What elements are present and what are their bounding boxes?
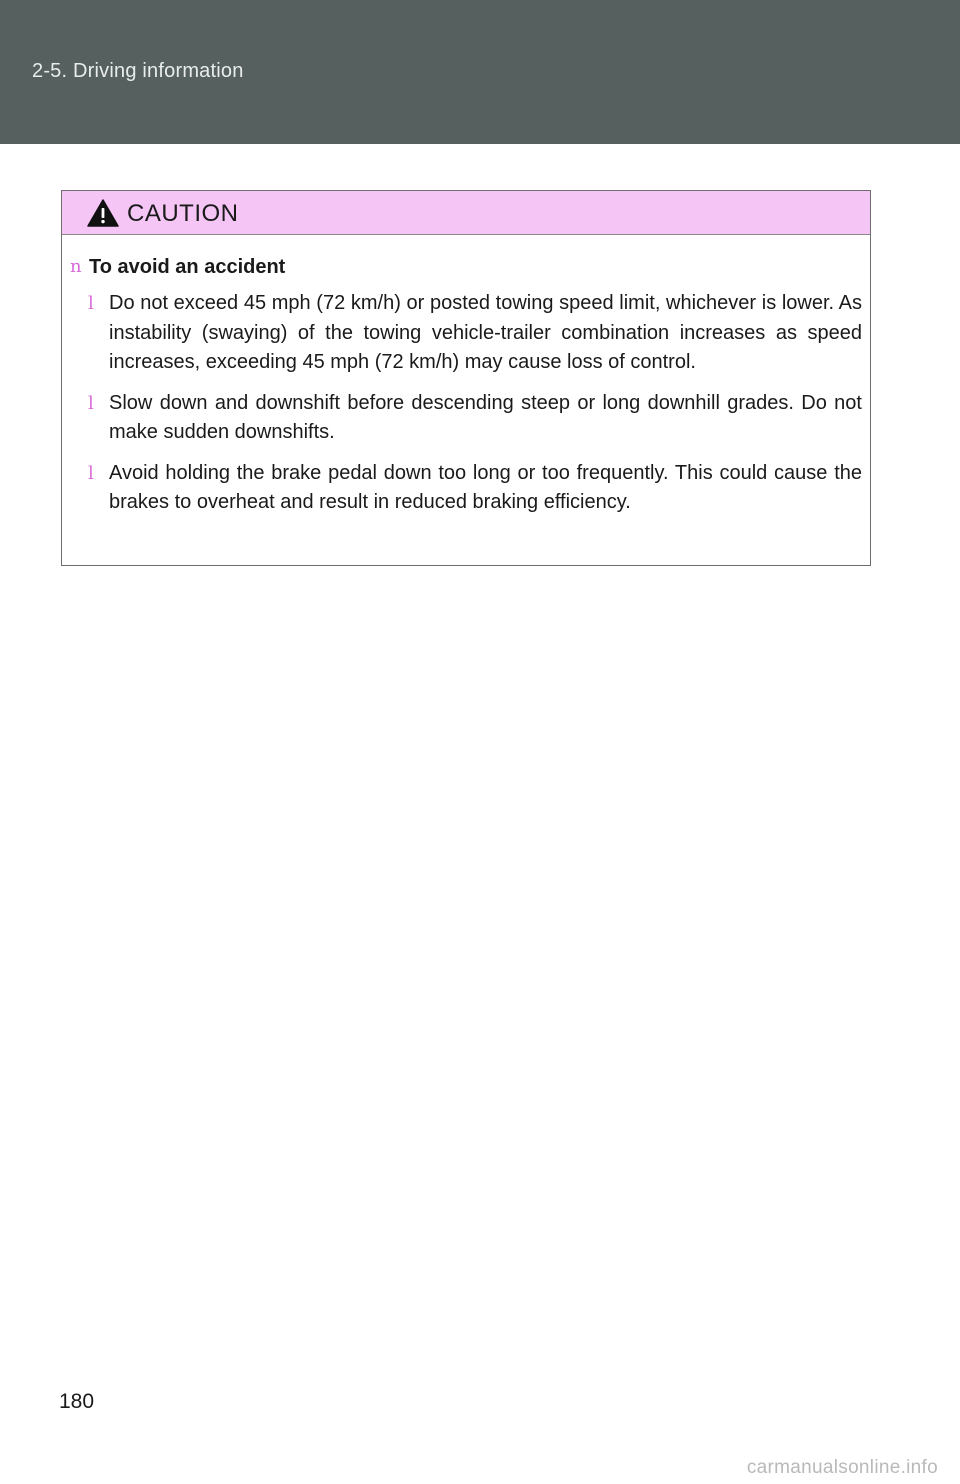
caution-item-text: Avoid holding the brake pedal down too long or too frequently. This could cause the brakes to overheat and result in reduced braking efficiency. (109, 461, 862, 513)
subheading-bullet: n (70, 256, 82, 277)
caution-subheading (62, 253, 870, 281)
caution-label: CAUTION (127, 200, 239, 227)
caution-box (61, 190, 871, 566)
caution-item (88, 389, 862, 448)
caution-item-text: Slow down and downshift before descending steep or long downhill grades. Do not make sudden downshifts. (109, 391, 862, 443)
caution-item-text: Do not exceed 45 mph (72 km/h) or posted towing speed limit, whichever is lower. As instability (swaying) of the towing vehicle-trailer combination increases as speed increases, exceeding 45 mph (72 km/h) may cause loss of control. (109, 292, 862, 373)
item-bullet: l (88, 392, 94, 414)
item-bullet: l (88, 293, 94, 314)
caution-body (62, 253, 870, 529)
page-number: 180 (59, 1390, 95, 1413)
caution-subheading-text: To avoid an accident (89, 256, 286, 278)
page-header-band (0, 0, 960, 144)
warning-triangle-icon (87, 199, 119, 227)
section-title: 2-5. Driving information (32, 60, 244, 82)
item-bullet: l (88, 462, 94, 484)
watermark: carmanualsonline.info (746, 1457, 938, 1478)
caution-item (88, 289, 862, 378)
caution-item (88, 459, 862, 518)
caution-header (62, 191, 870, 235)
